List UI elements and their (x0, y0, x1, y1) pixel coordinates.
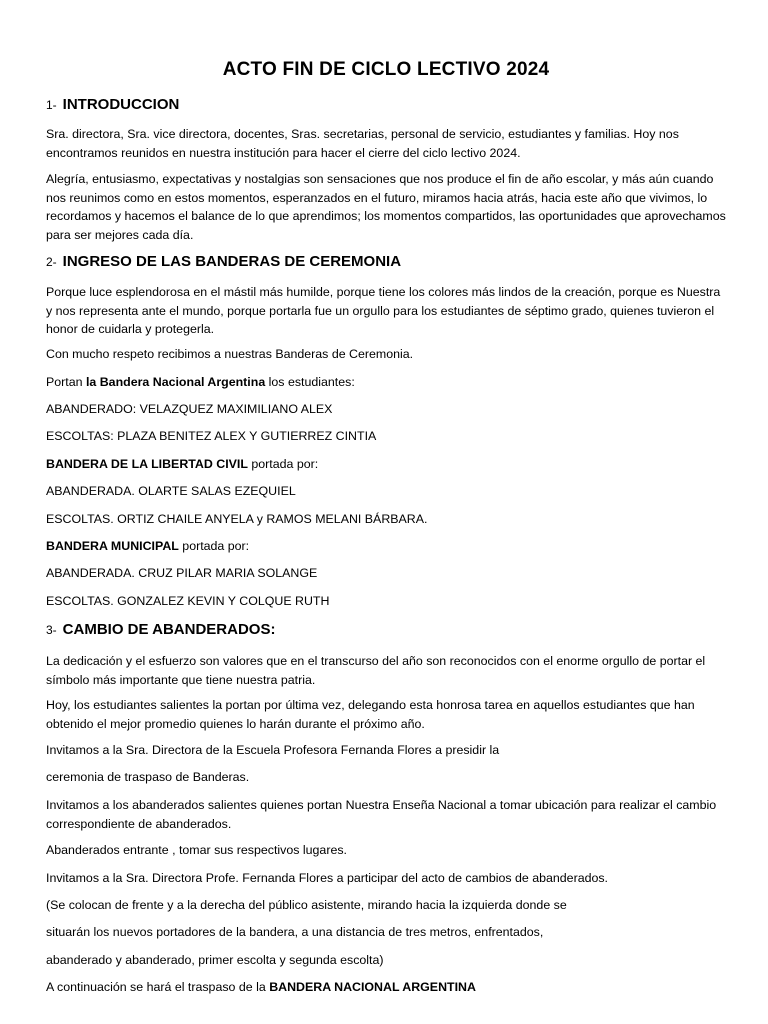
text-run: los estudiantes: (265, 375, 355, 389)
paragraph: La dedicación y el esfuerzo son valores que en el transcurso del año son reconocidos con el enorme orgullo de portar el símbolo más importante que tiene nuestra patria. (46, 654, 706, 687)
paragraph: Con mucho respeto recibimos a nuestras Banderas de Ceremonia. (46, 347, 414, 361)
section-number: 2- (46, 255, 57, 269)
flag-bearer-line: ABANDERADA. CRUZ PILAR MARIA SOLANGE (46, 566, 318, 580)
escort-line: ESCOLTAS: PLAZA BENITEZ ALEX Y GUTIERREZ CINTIA (46, 429, 377, 443)
paragraph: Sra. directora, Sra. vice directora, docentes, Sras. secretarias, personal de servicio, estudiantes y familias. Hoy nos encontramos reunidos en nuestra institución para hacer el cierre del ciclo lectivo 2024. (46, 127, 679, 160)
section-number: 3- (46, 623, 57, 637)
section-number: 1- (46, 98, 57, 112)
section-heading-ingreso-banderas (46, 253, 401, 270)
paragraph (46, 537, 726, 556)
text-run: portada por: (178, 539, 250, 553)
section-title: INGRESO DE LAS BANDERAS DE CEREMONIA (62, 253, 402, 270)
text-run: portada por: (247, 457, 319, 471)
bold-text: BANDERA NACIONAL ARGENTINA (269, 980, 476, 994)
paragraph: Invitamos a la Sra. Directora de la Escuela Profesora Fernanda Flores a presidir la (46, 743, 500, 757)
paragraph (46, 455, 726, 474)
paragraph: Alegría, entusiasmo, expectativas y nostalgias son sensaciones que nos produce el fin de año escolar, y más aún cuando nos reunimos como en estos momentos, esperanzados en el futuro, miramos hacia atrás, hacia este año que vivimos, lo recordamos y hacemos el balance de lo que aprendimos; los momentos compartidos, las oportunidades que aprovechamos para ser mejores cada día. (46, 172, 726, 242)
flag-bearer-line: ABANDERADO: VELAZQUEZ MAXIMILIANO ALEX (46, 402, 333, 416)
document-title: ACTO FIN DE CICLO LECTIVO 2024 (222, 59, 550, 80)
bold-text: BANDERA DE LA LIBERTAD CIVIL (46, 457, 248, 471)
escort-line: ESCOLTAS. GONZALEZ KEVIN Y COLQUE RUTH (46, 594, 330, 608)
text-run: A continuación se hará el traspaso de la (46, 980, 270, 994)
section-heading-introduccion (46, 96, 179, 113)
paragraph: abanderado y abanderado, primer escolta y segunda escolta) (46, 953, 384, 967)
section-heading-cambio-abanderados (46, 621, 275, 638)
bold-text: BANDERA MUNICIPAL (46, 539, 179, 553)
paragraph: Invitamos a los abanderados salientes quienes portan Nuestra Enseña Nacional a tomar ubicación para realizar el cambio correspondiente de abanderados. (46, 798, 717, 831)
paragraph: situarán los nuevos portadores de la bandera, a una distancia de tres metros, enfrentados, (46, 925, 544, 939)
paragraph: Porque luce esplendorosa en el mástil más humilde, porque tiene los colores más lindos de la creación, porque es Nuestra y nos representa ante el mundo, porque portarla fue un orgullo para los estudiantes de séptimo grado, quienes tuvieron el honor de cuidarla y protegerla. (46, 285, 721, 336)
text-run: Portan (46, 375, 86, 389)
paragraph: ceremonia de traspaso de Banderas. (46, 770, 250, 784)
paragraph: Invitamos a la Sra. Directora Profe. Fernanda Flores a participar del acto de cambios de abanderados. (46, 871, 609, 885)
paragraph (46, 978, 726, 997)
paragraph: Hoy, los estudiantes salientes la portan por última vez, delegando esta honrosa tarea en aquellos estudiantes que han obtenido el mejor promedio quienes lo harán durante el próximo año. (46, 698, 695, 731)
section-title: INTRODUCCION (62, 96, 180, 113)
paragraph: Abanderados entrante , tomar sus respectivos lugares. (46, 843, 347, 857)
bold-text: la Bandera Nacional Argentina (85, 375, 266, 389)
flag-bearer-line: ABANDERADA. OLARTE SALAS EZEQUIEL (46, 484, 296, 498)
paragraph (46, 373, 726, 392)
escort-line: ESCOLTAS. ORTIZ CHAILE ANYELA y RAMOS MELANI BÁRBARA. (46, 512, 428, 526)
paragraph: (Se colocan de frente y a la derecha del público asistente, mirando hacia la izquierda donde se (46, 898, 567, 912)
section-title: CAMBIO DE ABANDERADOS: (62, 621, 276, 638)
